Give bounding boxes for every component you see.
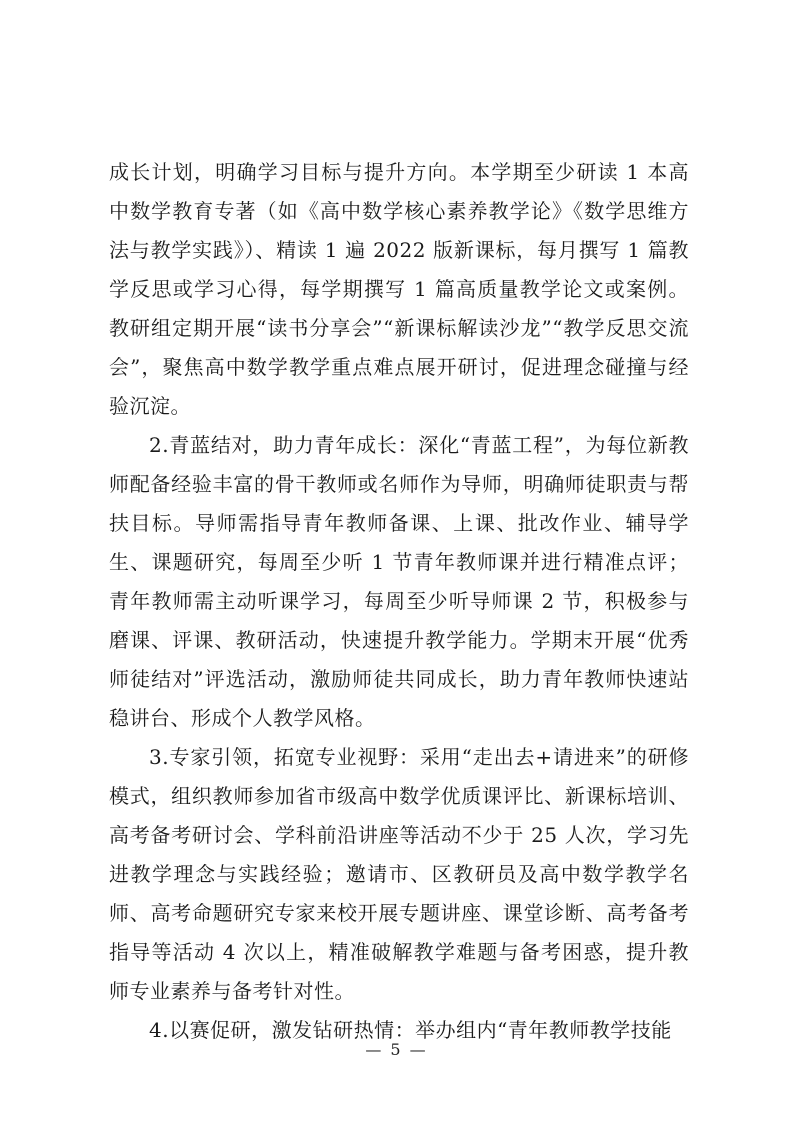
- paragraph-2: 2.青蓝结对，助力青年成长：深化“青蓝工程”，为每位新教师配备经验丰富的骨干教师或名师作为导师，明确师徒职责与帮扶目标。导师需指导青年教师备课、上课、批改作业、辅导学生、课题研究，每周至少听 1 节青年教师课并进行精准点评；青年教师需主动听课学习，每周至少听导师课 2 节，积极参与磨课、评课、教研活动，快速提升教学能力。学期末开展“优秀师徒结对”评选活动，激励师徒共同成长，助力青年教师快速站稳讲台、形成个人教学风格。: [109, 433, 689, 730]
- paragraph-1: 成长计划，明确学习目标与提升方向。本学期至少研读 1 本高中数学教育专著（如《高中数学核心素养教学论》《数学思维方法与教学实践》）、精读 1 遍 2022 版新课标，每月撰写 1 篇教学反思或学习心得，每学期撰写 1 篇高质量教学论文或案例。教研组定期开展“读书分享会”“新课标解读沙龙”“教学反思交流会”，聚焦高中数学教学重点难点展开研讨，促进理念碰撞与经验沉淀。: [109, 160, 689, 418]
- document-body: [109, 153, 689, 1050]
- paragraph-4: 4.以赛促研，激发钻研热情：举办组内“青年教师教学技能: [149, 1018, 672, 1042]
- page-number: — 5 —: [365, 1040, 428, 1059]
- paragraph-3: 3.专家引领，拓宽专业视野：采用“走出去+请进来”的研修模式，组织教师参加省市级高中数学优质课评比、新课标培训、高考备考研讨会、学科前沿讲座等活动不少于 25 人次，学习先进教学理念与实践经验；邀请市、区教研员及高中数学教学名师、高考命题研究专家来校开展专题讲座、课堂诊断、高考备考指导等活动 4 次以上，精准破解教学难题与备考困惑，提升教师专业素养与备考针对性。: [109, 745, 689, 1003]
